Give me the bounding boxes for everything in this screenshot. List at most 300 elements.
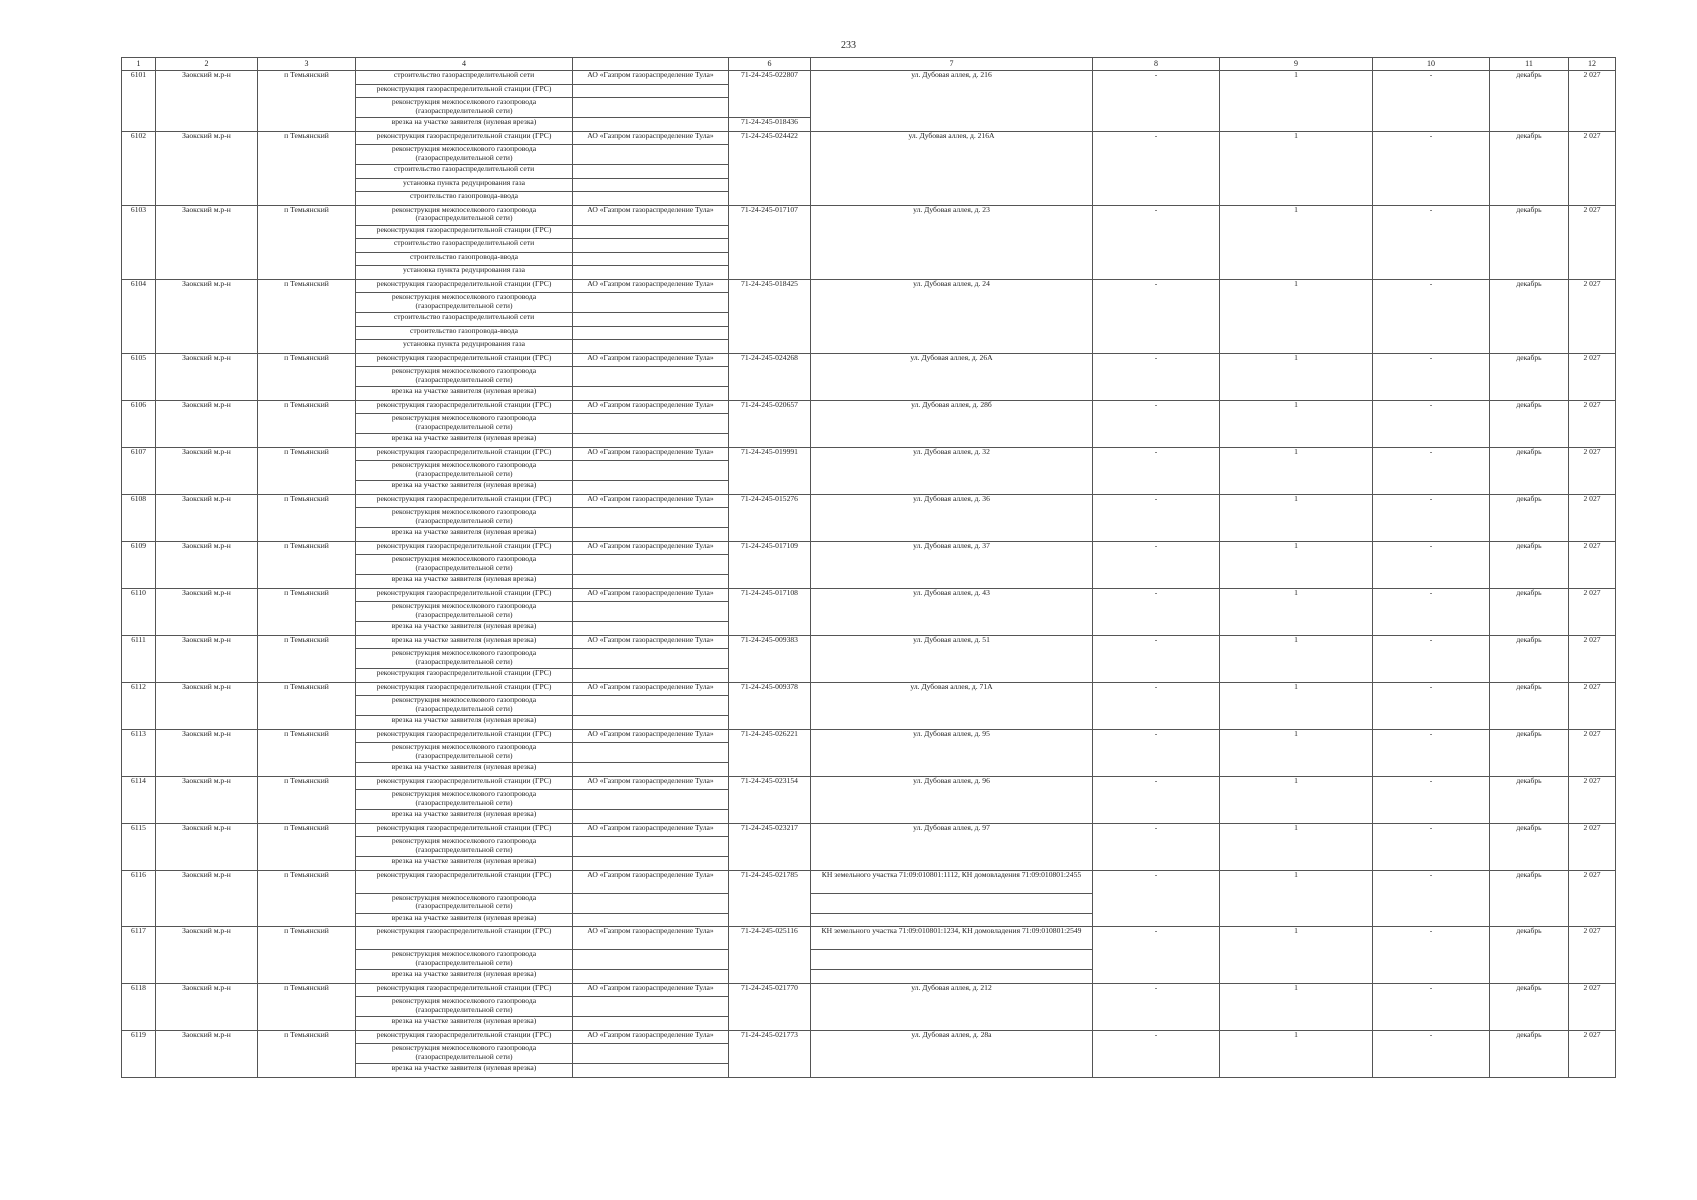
table-row — [122, 870, 1616, 893]
locality-cell: п Темьянский — [258, 541, 356, 588]
address-cell: ул. Дубовая аллея, д. 37 — [811, 541, 1093, 588]
application-code: 71-24-245-017109 — [729, 541, 811, 588]
org-cell — [573, 528, 729, 542]
col10-cell: - — [1373, 927, 1490, 984]
col8-cell: - — [1093, 353, 1220, 400]
locality-cell: п Темьянский — [258, 776, 356, 823]
col-header-1: 1 — [122, 58, 156, 71]
col8-cell: - — [1093, 870, 1220, 927]
org-cell: АО «Газпром газораспределение Тула» — [573, 823, 729, 837]
work-item: врезка на участке заявителя (нулевая врезка) — [356, 575, 573, 589]
work-item: строительство газораспределительной сети — [356, 313, 573, 327]
month-cell: декабрь — [1490, 983, 1569, 1030]
table-row — [122, 447, 1616, 461]
year-cell: 2 027 — [1569, 823, 1616, 870]
org-cell — [573, 313, 729, 327]
year-cell: 2 027 — [1569, 927, 1616, 984]
work-item: реконструкция газораспределительной станции (ГРС) — [356, 279, 573, 293]
work-item: установка пункта редуцирования газа — [356, 340, 573, 354]
year-cell: 2 027 — [1569, 983, 1616, 1030]
col-header-7: 7 — [811, 58, 1093, 71]
col10-cell: - — [1373, 823, 1490, 870]
locality-cell: п Темьянский — [258, 494, 356, 541]
work-item: врезка на участке заявителя (нулевая врезка) — [356, 622, 573, 636]
org-cell — [573, 434, 729, 448]
row-id: 6106 — [122, 400, 156, 447]
address-cell: ул. Дубовая аллея, д. 216 — [811, 71, 1093, 132]
work-item: реконструкция газораспределительной станции (ГРС) — [356, 870, 573, 893]
table-row — [122, 776, 1616, 790]
work-item: реконструкция газораспределительной станции (ГРС) — [356, 983, 573, 997]
table-row — [122, 400, 1616, 414]
application-code: 71-24-245-021773 — [729, 1030, 811, 1077]
work-item: реконструкция газораспределительной станции (ГРС) — [356, 776, 573, 790]
org-cell — [573, 266, 729, 280]
work-item: реконструкция межпоселкового газопровода (газораспределительной сети) — [356, 649, 573, 669]
district-cell: Заокский м.р-н — [156, 279, 258, 353]
address-cell: ул. Дубовая аллея, д. 24 — [811, 279, 1093, 353]
work-item: врезка на участке заявителя (нулевая врезка) — [356, 387, 573, 401]
org-cell: АО «Газпром газораспределение Тула» — [573, 682, 729, 696]
col-header-12: 12 — [1569, 58, 1616, 71]
org-cell — [573, 118, 729, 132]
row-id: 6103 — [122, 205, 156, 279]
work-item: реконструкция межпоселкового газопровода (газораспределительной сети) — [356, 145, 573, 165]
work-item: реконструкция межпоселкового газопровода (газораспределительной сети) — [356, 414, 573, 434]
table-row — [122, 823, 1616, 837]
org-cell — [573, 602, 729, 622]
locality-cell: п Темьянский — [258, 131, 356, 205]
work-item: реконструкция межпоселкового газопровода (газораспределительной сети) — [356, 555, 573, 575]
work-item: реконструкция газораспределительной станции (ГРС) — [356, 447, 573, 461]
table-row — [122, 927, 1616, 950]
org-cell: АО «Газпром газораспределение Тула» — [573, 131, 729, 145]
col9-cell: 1 — [1220, 682, 1373, 729]
work-item: врезка на участке заявителя (нулевая врезка) — [356, 1017, 573, 1031]
col8-cell: - — [1093, 541, 1220, 588]
org-cell: АО «Газпром газораспределение Тула» — [573, 353, 729, 367]
district-cell: Заокский м.р-н — [156, 447, 258, 494]
work-item: реконструкция газораспределительной станции (ГРС) — [356, 1030, 573, 1044]
work-item: врезка на участке заявителя (нулевая врезка) — [356, 857, 573, 871]
district-cell: Заокский м.р-н — [156, 400, 258, 447]
application-code: 71-24-245-021770 — [729, 983, 811, 1030]
org-cell — [573, 481, 729, 495]
col10-cell: - — [1373, 729, 1490, 776]
org-cell: АО «Газпром газораспределение Тула» — [573, 400, 729, 414]
col9-cell: 1 — [1220, 1030, 1373, 1077]
month-cell: декабрь — [1490, 447, 1569, 494]
application-code: 71-24-245-018436 — [729, 118, 811, 132]
locality-cell: п Темьянский — [258, 1030, 356, 1077]
locality-cell: п Темьянский — [258, 400, 356, 447]
org-cell — [573, 367, 729, 387]
org-cell — [573, 1064, 729, 1078]
work-item: установка пункта редуцирования газа — [356, 266, 573, 280]
locality-cell: п Темьянский — [258, 588, 356, 635]
col10-cell: - — [1373, 1030, 1490, 1077]
work-item: реконструкция межпоселкового газопровода (газораспределительной сети) — [356, 950, 573, 970]
district-cell: Заокский м.р-н — [156, 353, 258, 400]
month-cell: декабрь — [1490, 353, 1569, 400]
address-cell: ул. Дубовая аллея, д. 71А — [811, 682, 1093, 729]
col8-cell: - — [1093, 927, 1220, 984]
address-cell: ул. Дубовая аллея, д. 23 — [811, 205, 1093, 279]
application-code: 71-24-245-026221 — [729, 729, 811, 776]
org-cell — [573, 387, 729, 401]
locality-cell: п Темьянский — [258, 447, 356, 494]
work-item: реконструкция газораспределительной станции (ГРС) — [356, 494, 573, 508]
year-cell: 2 027 — [1569, 205, 1616, 279]
row-id: 6110 — [122, 588, 156, 635]
locality-cell: п Темьянский — [258, 71, 356, 132]
district-cell: Заокский м.р-н — [156, 729, 258, 776]
org-cell — [573, 790, 729, 810]
work-item: реконструкция газораспределительной станции (ГРС) — [356, 84, 573, 98]
org-cell: АО «Газпром газораспределение Тула» — [573, 776, 729, 790]
col10-cell: - — [1373, 494, 1490, 541]
col8-cell: - — [1093, 776, 1220, 823]
col10-cell: - — [1373, 776, 1490, 823]
org-cell: АО «Газпром газораспределение Тула» — [573, 927, 729, 950]
year-cell: 2 027 — [1569, 71, 1616, 132]
col10-cell: - — [1373, 71, 1490, 132]
locality-cell: п Темьянский — [258, 205, 356, 279]
work-item: реконструкция межпоселкового газопровода (газораспределительной сети) — [356, 1044, 573, 1064]
work-item: врезка на участке заявителя (нулевая врезка) — [356, 528, 573, 542]
row-id: 6101 — [122, 71, 156, 132]
work-item: строительство газораспределительной сети — [356, 239, 573, 253]
table-body — [122, 71, 1616, 1078]
table-row — [122, 131, 1616, 145]
org-cell — [573, 98, 729, 118]
district-cell: Заокский м.р-н — [156, 541, 258, 588]
row-id: 6119 — [122, 1030, 156, 1077]
org-cell: АО «Газпром газораспределение Тула» — [573, 870, 729, 893]
work-item: реконструкция межпоселкового газопровода (газораспределительной сети) — [356, 98, 573, 118]
col9-cell: 1 — [1220, 729, 1373, 776]
month-cell: декабрь — [1490, 131, 1569, 205]
work-item: реконструкция межпоселкового газопровода (газораспределительной сети) — [356, 508, 573, 528]
col10-cell: - — [1373, 131, 1490, 205]
year-cell: 2 027 — [1569, 1030, 1616, 1077]
org-cell — [573, 84, 729, 98]
col9-cell: 1 — [1220, 776, 1373, 823]
col-header-8: 8 — [1093, 58, 1220, 71]
col8-cell: - — [1093, 447, 1220, 494]
col10-cell: - — [1373, 983, 1490, 1030]
org-cell — [573, 950, 729, 970]
work-item: строительство газопровода-ввода — [356, 326, 573, 340]
work-item: реконструкция межпоселкового газопровода (газораспределительной сети) — [356, 997, 573, 1017]
org-cell: АО «Газпром газораспределение Тула» — [573, 71, 729, 85]
district-cell: Заокский м.р-н — [156, 71, 258, 132]
year-cell: 2 027 — [1569, 400, 1616, 447]
page-number: 233 — [841, 40, 856, 51]
col10-cell: - — [1373, 541, 1490, 588]
org-cell — [573, 669, 729, 683]
col10-cell: - — [1373, 353, 1490, 400]
row-id: 6112 — [122, 682, 156, 729]
year-cell: 2 027 — [1569, 541, 1616, 588]
col8-cell: - — [1093, 729, 1220, 776]
col-header-9: 9 — [1220, 58, 1373, 71]
row-id: 6107 — [122, 447, 156, 494]
year-cell: 2 027 — [1569, 494, 1616, 541]
address-cell — [811, 913, 1093, 927]
month-cell: декабрь — [1490, 635, 1569, 682]
month-cell: декабрь — [1490, 927, 1569, 984]
org-cell: АО «Газпром газораспределение Тула» — [573, 279, 729, 293]
row-id: 6118 — [122, 983, 156, 1030]
org-cell — [573, 555, 729, 575]
header-row — [122, 58, 1616, 71]
month-cell: декабрь — [1490, 870, 1569, 927]
work-item: реконструкция газораспределительной станции (ГРС) — [356, 400, 573, 414]
work-item: врезка на участке заявителя (нулевая врезка) — [356, 763, 573, 777]
month-cell: декабрь — [1490, 400, 1569, 447]
year-cell: 2 027 — [1569, 729, 1616, 776]
work-item: врезка на участке заявителя (нулевая врезка) — [356, 810, 573, 824]
col10-cell: - — [1373, 682, 1490, 729]
org-cell: АО «Газпром газораспределение Тула» — [573, 729, 729, 743]
col8-cell: - — [1093, 1030, 1220, 1077]
col9-cell: 1 — [1220, 131, 1373, 205]
org-cell — [573, 326, 729, 340]
row-id: 6108 — [122, 494, 156, 541]
work-item: реконструкция газораспределительной станции (ГРС) — [356, 682, 573, 696]
address-cell: ул. Дубовая аллея, д. 43 — [811, 588, 1093, 635]
col10-cell: - — [1373, 447, 1490, 494]
table-row — [122, 729, 1616, 743]
work-item: врезка на участке заявителя (нулевая врезка) — [356, 118, 573, 132]
application-code: 71-24-245-023154 — [729, 776, 811, 823]
org-cell: АО «Газпром газораспределение Тула» — [573, 1030, 729, 1044]
col8-cell: - — [1093, 131, 1220, 205]
col9-cell: 1 — [1220, 541, 1373, 588]
col-header-3: 3 — [258, 58, 356, 71]
work-item: врезка на участке заявителя (нулевая врезка) — [356, 635, 573, 649]
locality-cell: п Темьянский — [258, 279, 356, 353]
district-cell: Заокский м.р-н — [156, 776, 258, 823]
address-cell — [811, 970, 1093, 984]
application-code: 71-24-245-024422 — [729, 131, 811, 205]
org-cell — [573, 649, 729, 669]
table-row — [122, 205, 1616, 225]
table-row — [122, 71, 1616, 85]
address-cell: ул. Дубовая аллея, д. 36 — [811, 494, 1093, 541]
work-item: реконструкция межпоселкового газопровода (газораспределительной сети) — [356, 461, 573, 481]
district-cell: Заокский м.р-н — [156, 131, 258, 205]
month-cell: декабрь — [1490, 205, 1569, 279]
col9-cell: 1 — [1220, 447, 1373, 494]
address-cell — [811, 893, 1093, 913]
work-item: реконструкция газораспределительной станции (ГРС) — [356, 225, 573, 239]
year-cell: 2 027 — [1569, 776, 1616, 823]
org-cell — [573, 997, 729, 1017]
col9-cell: 1 — [1220, 279, 1373, 353]
col-header-5 — [573, 58, 729, 71]
address-cell: ул. Дубовая аллея, д. 216А — [811, 131, 1093, 205]
work-item: врезка на участке заявителя (нулевая врезка) — [356, 434, 573, 448]
month-cell: декабрь — [1490, 71, 1569, 132]
district-cell: Заокский м.р-н — [156, 1030, 258, 1077]
work-item: врезка на участке заявителя (нулевая врезка) — [356, 970, 573, 984]
org-cell: АО «Газпром газораспределение Тула» — [573, 588, 729, 602]
work-item: реконструкция газораспределительной станции (ГРС) — [356, 823, 573, 837]
org-cell: АО «Газпром газораспределение Тула» — [573, 447, 729, 461]
row-id: 6113 — [122, 729, 156, 776]
month-cell: декабрь — [1490, 776, 1569, 823]
work-item: врезка на участке заявителя (нулевая врезка) — [356, 481, 573, 495]
org-cell — [573, 837, 729, 857]
application-code: 71-24-245-015276 — [729, 494, 811, 541]
application-code: 71-24-245-020657 — [729, 400, 811, 447]
year-cell: 2 027 — [1569, 682, 1616, 729]
application-code: 71-24-245-017107 — [729, 205, 811, 279]
col9-cell: 1 — [1220, 205, 1373, 279]
col9-cell: 1 — [1220, 983, 1373, 1030]
col-header-2: 2 — [156, 58, 258, 71]
locality-cell: п Темьянский — [258, 823, 356, 870]
work-item: реконструкция газораспределительной станции (ГРС) — [356, 131, 573, 145]
row-id: 6116 — [122, 870, 156, 927]
col10-cell: - — [1373, 588, 1490, 635]
work-item: реконструкция межпоселкового газопровода (газораспределительной сети) — [356, 743, 573, 763]
work-item: строительство газопровода-ввода — [356, 252, 573, 266]
org-cell — [573, 622, 729, 636]
col10-cell: - — [1373, 870, 1490, 927]
org-cell — [573, 178, 729, 192]
work-item: строительство газопровода-ввода — [356, 192, 573, 206]
row-id: 6111 — [122, 635, 156, 682]
month-cell: декабрь — [1490, 682, 1569, 729]
year-cell: 2 027 — [1569, 279, 1616, 353]
application-code: 71-24-245-017108 — [729, 588, 811, 635]
application-code: 71-24-245-022807 — [729, 71, 811, 118]
work-item: строительство газораспределительной сети — [356, 71, 573, 85]
address-cell: ул. Дубовая аллея, д. 96 — [811, 776, 1093, 823]
col9-cell: 1 — [1220, 400, 1373, 447]
month-cell: декабрь — [1490, 729, 1569, 776]
col10-cell: - — [1373, 635, 1490, 682]
year-cell: 2 027 — [1569, 588, 1616, 635]
work-item: реконструкция газораспределительной станции (ГРС) — [356, 588, 573, 602]
year-cell: 2 027 — [1569, 635, 1616, 682]
row-id: 6105 — [122, 353, 156, 400]
work-item: реконструкция межпоселкового газопровода (газораспределительной сети) — [356, 893, 573, 913]
work-item: реконструкция газораспределительной станции (ГРС) — [356, 927, 573, 950]
org-cell — [573, 575, 729, 589]
col8-cell: - — [1093, 205, 1220, 279]
district-cell: Заокский м.р-н — [156, 823, 258, 870]
table-row — [122, 494, 1616, 508]
col8-cell: - — [1093, 588, 1220, 635]
address-cell: КН земельного участка 71:09:010801:1234, КН домовладения 71:09:010801:2549 — [811, 927, 1093, 950]
locality-cell: п Темьянский — [258, 983, 356, 1030]
org-cell — [573, 743, 729, 763]
org-cell — [573, 913, 729, 927]
col8-cell: - — [1093, 682, 1220, 729]
table-row — [122, 588, 1616, 602]
work-item: врезка на участке заявителя (нулевая врезка) — [356, 1064, 573, 1078]
district-cell: Заокский м.р-н — [156, 635, 258, 682]
col8-cell: - — [1093, 823, 1220, 870]
year-cell: 2 027 — [1569, 131, 1616, 205]
org-cell — [573, 225, 729, 239]
table-row — [122, 353, 1616, 367]
col-header-6: 6 — [729, 58, 811, 71]
work-item: строительство газораспределительной сети — [356, 165, 573, 179]
org-cell — [573, 239, 729, 253]
org-cell — [573, 293, 729, 313]
work-item: реконструкция межпоселкового газопровода (газораспределительной сети) — [356, 696, 573, 716]
org-cell — [573, 461, 729, 481]
org-cell — [573, 165, 729, 179]
org-cell: АО «Газпром газораспределение Тула» — [573, 205, 729, 225]
address-cell: ул. Дубовая аллея, д. 28а — [811, 1030, 1093, 1077]
row-id: 6102 — [122, 131, 156, 205]
row-id: 6114 — [122, 776, 156, 823]
table-row — [122, 541, 1616, 555]
work-item: реконструкция межпоселкового газопровода (газораспределительной сети) — [356, 837, 573, 857]
district-cell: Заокский м.р-н — [156, 682, 258, 729]
address-cell: ул. Дубовая аллея, д. 212 — [811, 983, 1093, 1030]
locality-cell: п Темьянский — [258, 729, 356, 776]
col9-cell: 1 — [1220, 71, 1373, 132]
org-cell — [573, 810, 729, 824]
col8-cell: - — [1093, 983, 1220, 1030]
district-cell: Заокский м.р-н — [156, 983, 258, 1030]
org-cell — [573, 252, 729, 266]
org-cell — [573, 1017, 729, 1031]
org-cell — [573, 508, 729, 528]
work-item: реконструкция межпоселкового газопровода (газораспределительной сети) — [356, 790, 573, 810]
col-header-11: 11 — [1490, 58, 1569, 71]
row-id: 6117 — [122, 927, 156, 984]
col8-cell: - — [1093, 279, 1220, 353]
org-cell: АО «Газпром газораспределение Тула» — [573, 983, 729, 997]
table-row — [122, 983, 1616, 997]
application-code: 71-24-245-019991 — [729, 447, 811, 494]
col9-cell: 1 — [1220, 494, 1373, 541]
month-cell: декабрь — [1490, 588, 1569, 635]
col8-cell: - — [1093, 400, 1220, 447]
col9-cell: 1 — [1220, 823, 1373, 870]
application-code: 71-24-245-018425 — [729, 279, 811, 353]
application-code: 71-24-245-025116 — [729, 927, 811, 984]
address-cell: КН земельного участка 71:09:010801:1112, КН домовладения 71:09:010801:2455 — [811, 870, 1093, 893]
table-row — [122, 1030, 1616, 1044]
org-cell — [573, 1044, 729, 1064]
org-cell — [573, 340, 729, 354]
org-cell — [573, 857, 729, 871]
col8-cell: - — [1093, 494, 1220, 541]
table-row — [122, 682, 1616, 696]
year-cell: 2 027 — [1569, 447, 1616, 494]
col10-cell: - — [1373, 205, 1490, 279]
org-cell: АО «Газпром газораспределение Тула» — [573, 494, 729, 508]
col10-cell: - — [1373, 400, 1490, 447]
locality-cell: п Темьянский — [258, 682, 356, 729]
work-item: реконструкция межпоселкового газопровода (газораспределительной сети) — [356, 293, 573, 313]
work-item: установка пункта редуцирования газа — [356, 178, 573, 192]
org-cell: АО «Газпром газораспределение Тула» — [573, 541, 729, 555]
org-cell — [573, 192, 729, 206]
org-cell — [573, 970, 729, 984]
org-cell — [573, 763, 729, 777]
work-item: врезка на участке заявителя (нулевая врезка) — [356, 913, 573, 927]
